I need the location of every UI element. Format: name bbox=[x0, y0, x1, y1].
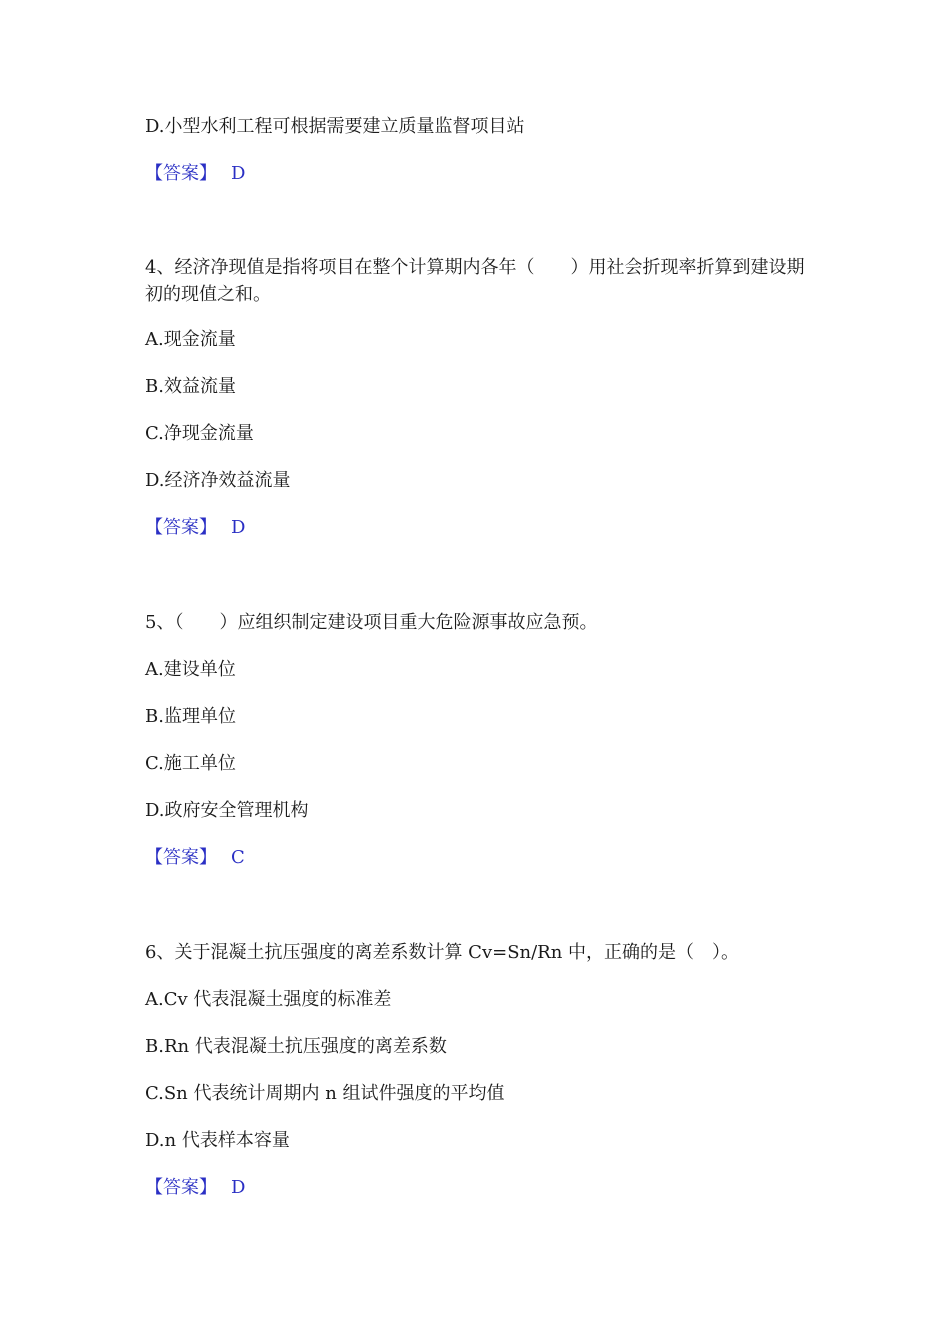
q4-option-c: C.净现金流量 bbox=[145, 423, 254, 444]
q4-option-b: B.效益流量 bbox=[145, 376, 236, 397]
q5-option-a: A.建设单位 bbox=[145, 659, 236, 680]
answer-value: D bbox=[231, 1177, 246, 1198]
q6-option-a: A.Cv 代表混凝土强度的标准差 bbox=[145, 989, 392, 1010]
q5-stem: 5、（ ）应组织制定建设项目重大危险源事故应急预。 bbox=[145, 612, 598, 633]
answer-value: C bbox=[231, 847, 245, 868]
q4-stem: 4、经济净现值是指将项目在整个计算期内各年（ ）用社会折现率折算到建设期初的现值之和。 bbox=[145, 257, 805, 305]
q5-option-b: B.监理单位 bbox=[145, 706, 236, 727]
answer-tag: 【答案】 bbox=[145, 847, 217, 868]
answer-value: D bbox=[231, 517, 246, 538]
q5-option-d: D.政府安全管理机构 bbox=[145, 800, 309, 821]
q4-answer bbox=[145, 514, 245, 541]
q3-option-d: D.小型水利工程可根据需要建立质量监督项目站 bbox=[145, 116, 525, 137]
q4-option-d: D.经济净效益流量 bbox=[145, 470, 291, 491]
q4-option-a: A.现金流量 bbox=[145, 329, 236, 350]
q6-option-d: D.n 代表样本容量 bbox=[145, 1130, 290, 1151]
q3-answer bbox=[145, 160, 245, 187]
answer-value: D bbox=[231, 163, 246, 184]
q6-answer bbox=[145, 1174, 245, 1201]
q5-option-c: C.施工单位 bbox=[145, 753, 236, 774]
answer-tag: 【答案】 bbox=[145, 1177, 217, 1198]
q5-answer bbox=[145, 844, 245, 871]
q6-option-b: B.Rn 代表混凝土抗压强度的离差系数 bbox=[145, 1036, 447, 1057]
q6-stem: 6、关于混凝土抗压强度的离差系数计算 Cv=Sn/Rn 中，正确的是（ ）。 bbox=[145, 942, 740, 963]
answer-tag: 【答案】 bbox=[145, 163, 217, 184]
q6-option-c: C.Sn 代表统计周期内 n 组试件强度的平均值 bbox=[145, 1083, 505, 1104]
answer-tag: 【答案】 bbox=[145, 517, 217, 538]
